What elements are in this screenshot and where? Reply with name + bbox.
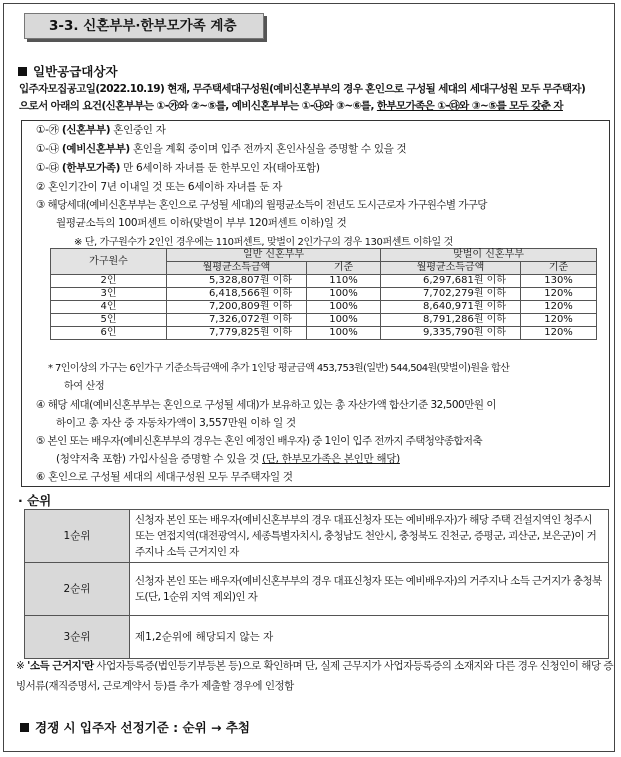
income-dual-std: 120% bbox=[521, 327, 597, 340]
income-dual-amount: 8,791,286원 이하 bbox=[381, 314, 521, 327]
square-bullet-icon bbox=[20, 723, 29, 732]
income-single-amount: 7,779,825원 이하 bbox=[167, 327, 307, 340]
square-bullet-icon bbox=[18, 67, 27, 76]
condition-5-line-1: ⑤ 본인 또는 배우자(예비신혼부부의 경우는 혼인 예정인 배우자) 중 1인이 입주 전까지 주택청약종합저축 bbox=[36, 435, 483, 447]
condition-1a-text: 혼인중인 자 bbox=[113, 124, 166, 136]
condition-1a bbox=[36, 122, 166, 137]
ranking-desc: 신청자 본인 또는 배우자(예비신혼부부의 경우 대표신청자 또는 예비배우자)가 해당 주택 건설지역인 청주시 또는 연접지역(대전광역시, 세종특별자치시, 충청남도 천안시, 충청북도 진천군, 증평군, 괴산군, 보은군)이 거주지나 소득 근거지인 자 bbox=[130, 510, 609, 563]
condition-1c bbox=[36, 160, 320, 175]
income-single-std: 110% bbox=[307, 275, 381, 288]
ranking-rank: 1순위 bbox=[25, 510, 130, 563]
income-table bbox=[50, 248, 597, 340]
income-dual-amount: 9,335,790원 이하 bbox=[381, 327, 521, 340]
ranking-heading: · 순위 bbox=[18, 493, 52, 508]
condition-3-line-2: 월평균소득의 100퍼센트 이하(맞벌이 부부 120퍼센트 이하)일 것 bbox=[56, 217, 347, 229]
table-note-line-2: 하여 산정 bbox=[64, 381, 105, 392]
condition-1c-num: ①-㉰ bbox=[36, 162, 59, 174]
condition-4-line-2: 하이고 총 자산 중 자동차가액이 3,557만원 이하 일 것 bbox=[56, 417, 296, 429]
income-size: 3인 bbox=[51, 288, 167, 301]
income-size: 5인 bbox=[51, 314, 167, 327]
document-frame bbox=[3, 3, 615, 752]
condition-3-note: ※ 단, 가구원수가 2인인 경우에는 110퍼센트, 맞벌이 2인가구의 경우 130퍼센트 이하일 것 bbox=[74, 237, 453, 248]
note-text: 사업자등록증(법인등기부등본 등)으로 확인하며 단, 실제 근무지가 사업자등록증의 소재지와 다른 경우 신청인이 해당 증빙서류(재직증명서, 근로계약서 등)를 추가 제출할 경우에 인정함 bbox=[16, 660, 614, 692]
income-header-single-standard: 기준 bbox=[307, 262, 381, 275]
income-single-std: 100% bbox=[307, 288, 381, 301]
income-dual-amount: 7,702,279원 이하 bbox=[381, 288, 521, 301]
intro-line-2 bbox=[19, 98, 614, 115]
income-dual-std: 120% bbox=[521, 301, 597, 314]
ranking-row bbox=[25, 510, 609, 563]
condition-2: ② 혼인기간이 7년 이내일 것 또는 6세이하 자녀를 둔 자 bbox=[36, 181, 283, 193]
condition-6: ⑥ 혼인으로 구성될 세대의 세대구성원 모두 무주택자일 것 bbox=[36, 471, 293, 483]
income-single-std: 100% bbox=[307, 314, 381, 327]
income-basis-note bbox=[16, 656, 614, 696]
condition-3-line-1: ③ 해당세대(예비신혼부부는 혼인으로 구성될 세대)의 월평균소득이 전년도 도시근로자 가구원수별 가구당 bbox=[36, 199, 487, 211]
condition-1b-num: ①-㉯ bbox=[36, 143, 59, 155]
income-row bbox=[51, 275, 597, 288]
income-size: 6인 bbox=[51, 327, 167, 340]
condition-4-line-1: ④ 해당 세대(예비신혼부부는 혼인으로 구성될 세대)가 보유하고 있는 총 자산가액 합산기준 32,500만원 이 bbox=[36, 399, 496, 411]
ranking-desc: 제1,2순위에 해당되지 않는 자 bbox=[130, 616, 609, 659]
condition-5-line-2 bbox=[56, 451, 400, 466]
note-mark: ※ bbox=[16, 660, 28, 672]
condition-1c-text: 만 6세이하 자녀를 둔 한부모인 자(태아포함) bbox=[123, 162, 320, 174]
income-single-amount: 5,328,807원 이하 bbox=[167, 275, 307, 288]
general-heading-text: 일반공급대상자 bbox=[33, 64, 118, 79]
condition-1c-label: (한부모가족) bbox=[61, 162, 121, 174]
income-size: 4인 bbox=[51, 301, 167, 314]
income-single-std: 100% bbox=[307, 327, 381, 340]
section-title: 3-3. 신혼부부·한부모가족 계층 bbox=[24, 13, 264, 39]
condition-1b-text: 혼인을 계획 중이며 입주 전까지 혼인사실을 증명할 수 있을 것 bbox=[132, 143, 407, 155]
income-row bbox=[51, 327, 597, 340]
intro-line-2b: 한부모가족은 ①-㉰와 ③~⑤를 모두 갖춘 자 bbox=[376, 100, 563, 112]
condition-5-line-2b: (단, 한부모가족은 본인만 해당) bbox=[262, 453, 400, 465]
income-header-dual-standard: 기준 bbox=[521, 262, 597, 275]
income-row bbox=[51, 314, 597, 327]
income-single-amount: 7,200,809원 이하 bbox=[167, 301, 307, 314]
intro-line-2a: 으로서 아래의 요건(신혼부부는 ①-㉮와 ②~⑤를, 예비신혼부부는 ①-㉯와 ③~⑥를, bbox=[19, 100, 377, 112]
income-size: 2인 bbox=[51, 275, 167, 288]
income-header-dual-income: 월평균소득금액 bbox=[381, 262, 521, 275]
table-note-line-1: * 7인이상의 가구는 6인가구 기준소득금액에 추가 1인당 평균금액 453,753원(일반) 544,504원(맞벌이)원을 합산 bbox=[48, 363, 510, 374]
condition-1b-label: (예비신혼부부) bbox=[61, 143, 130, 155]
ranking-table bbox=[24, 509, 609, 659]
general-heading bbox=[18, 62, 118, 80]
income-row bbox=[51, 301, 597, 314]
income-row bbox=[51, 288, 597, 301]
condition-1b bbox=[36, 141, 406, 156]
income-dual-amount: 8,640,971원 이하 bbox=[381, 301, 521, 314]
ranking-desc: 신청자 본인 또는 배우자(예비신혼부부의 경우 대표신청자 또는 예비배우자)의 거주지나 소득 근거지가 충청북도(단, 1순위 지역 제외)인 자 bbox=[130, 563, 609, 616]
ranking-row bbox=[25, 563, 609, 616]
condition-5-line-2a: (청약저축 포함) 가입사실을 증명할 수 있을 것 bbox=[56, 453, 263, 465]
ranking-rank: 2순위 bbox=[25, 563, 130, 616]
ranking-rank: 3순위 bbox=[25, 616, 130, 659]
income-single-std: 100% bbox=[307, 301, 381, 314]
selection-criteria bbox=[20, 718, 250, 736]
condition-1a-label: (신혼부부) bbox=[61, 124, 111, 136]
note-label: '소득 근거지'란 bbox=[27, 660, 94, 672]
income-dual-std: 120% bbox=[521, 288, 597, 301]
intro-text bbox=[19, 81, 614, 115]
ranking-row bbox=[25, 616, 609, 659]
income-header-single: 일반 신혼부부 bbox=[167, 249, 381, 262]
selection-criteria-text: 경쟁 시 입주자 선정기준 : 순위 → 추첨 bbox=[35, 720, 250, 735]
income-single-amount: 7,326,072원 이하 bbox=[167, 314, 307, 327]
income-header-dual: 맞벌이 신혼부부 bbox=[381, 249, 597, 262]
income-header-household: 가구원수 bbox=[51, 249, 167, 275]
income-header-single-income: 월평균소득금액 bbox=[167, 262, 307, 275]
income-dual-std: 120% bbox=[521, 314, 597, 327]
condition-1a-num: ①-㉮ bbox=[36, 124, 59, 136]
income-dual-amount: 6,297,681원 이하 bbox=[381, 275, 521, 288]
income-dual-std: 130% bbox=[521, 275, 597, 288]
income-single-amount: 6,418,566원 이하 bbox=[167, 288, 307, 301]
intro-line-1: 입주자모집공고일(2022.10.19) 현재, 무주택세대구성원(예비신혼부부의 경우 혼인으로 구성될 세대의 세대구성원 모두 무주택자) bbox=[19, 83, 586, 95]
